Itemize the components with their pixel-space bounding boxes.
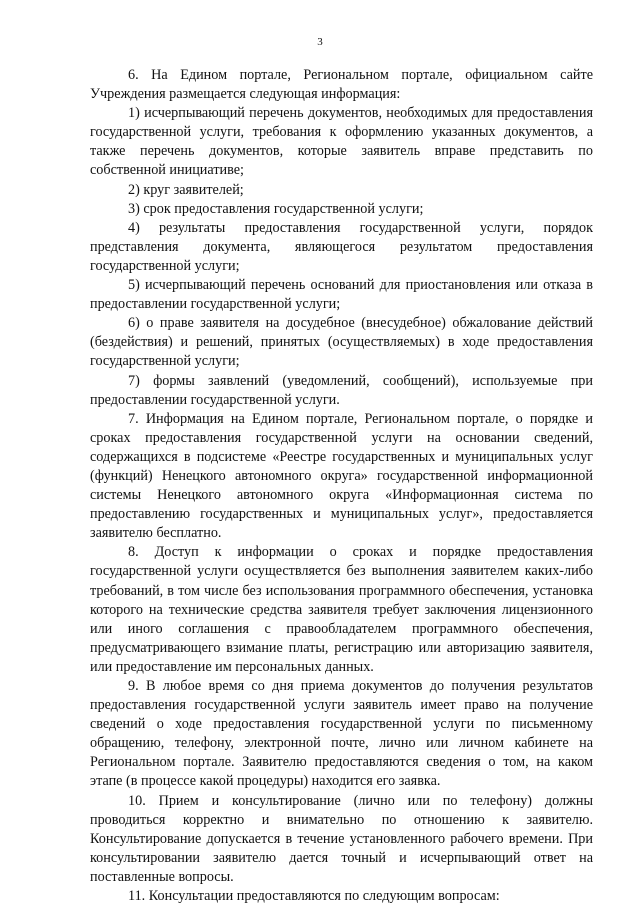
list-item-1: 1) исчерпывающий перечень документов, необходимых для предоставления государственной услуги, требования к оформлению указанных документов, а также перечень документов, которые заявитель вправе представить по собственной инициативе; bbox=[90, 105, 593, 179]
paragraph-item-11: 11. Консультации предоставляются по следующим вопросам: bbox=[128, 888, 500, 905]
paragraph-item-9: 9. В любое время со дня приема документов до получения результатов предоставления государственной услуги заявитель имеет право на получение сведений о ходе предоставления государственной услуги по письменному обращению, телефону, электронной почте, лично или личном кабинете на Региональном портале. Заявителю предоставляются сведения о том, на каком этапе (в процессе какой процедуры) находится его заявка. bbox=[90, 678, 593, 790]
list-item-3: 3) срок предоставления государственной услуги; bbox=[128, 200, 424, 217]
paragraph-item-7: 7. Информация на Едином портале, Региональном портале, о порядке и сроках предоставления государственной услуги на основании сведений, содержащихся в подсистеме «Реестре государственных и муниципальных услуг (функций) Ненецкого автономного округа» государственной информационной системы Ненецкого автономного округа «Информационная система по предоставлению государственных и муниципальных услуг», предоставляется заявителю бесплатно. bbox=[90, 410, 593, 542]
list-item-6: 6) о праве заявителя на досудебное (внесудебное) обжалование действий (бездействия) и решений, принятых (осуществляемых) в ходе предоставления государственной услуги; bbox=[90, 315, 593, 370]
list-item-4: 4) результаты предоставления государственной услуги, порядок представления документа, являющегося результатом предоставления государственной услуги; bbox=[90, 219, 593, 274]
document-body bbox=[90, 66, 593, 906]
paragraph-item-8: 8. Доступ к информации о сроках и порядке предоставления государственной услуги осуществляется без выполнения заявителем каких-либо требований, в том числе без использования программного обеспечения, установка которого на технические средства заявителя требует заключения лицензионного или иного соглашения с правообладателем программного обеспечения, предусматривающего взимание платы, регистрацию или авторизацию заявителя, или предоставление им персональных данных. bbox=[90, 544, 593, 675]
paragraph-item-6: 6. На Едином портале, Региональном портале, официальном сайте Учреждения размещается следующая информация: bbox=[90, 67, 593, 103]
list-item-5: 5) исчерпывающий перечень оснований для приостановления или отказа в предоставлении государственной услуги; bbox=[90, 277, 593, 313]
page-number: 3 bbox=[317, 36, 323, 48]
list-item-2: 2) круг заявителей; bbox=[128, 181, 244, 198]
paragraph-item-10: 10. Прием и консультирование (лично или по телефону) должны проводиться корректно и внимательно по отношению к заявителю. Консультирование допускается в течение установленного рабочего времени. При консультировании заявителю дается точный и исчерпывающий ответ на поставленные вопросы. bbox=[90, 792, 593, 885]
list-item-7: 7) формы заявлений (уведомлений, сообщений), используемые при предоставлении государственной услуги. bbox=[90, 372, 593, 408]
